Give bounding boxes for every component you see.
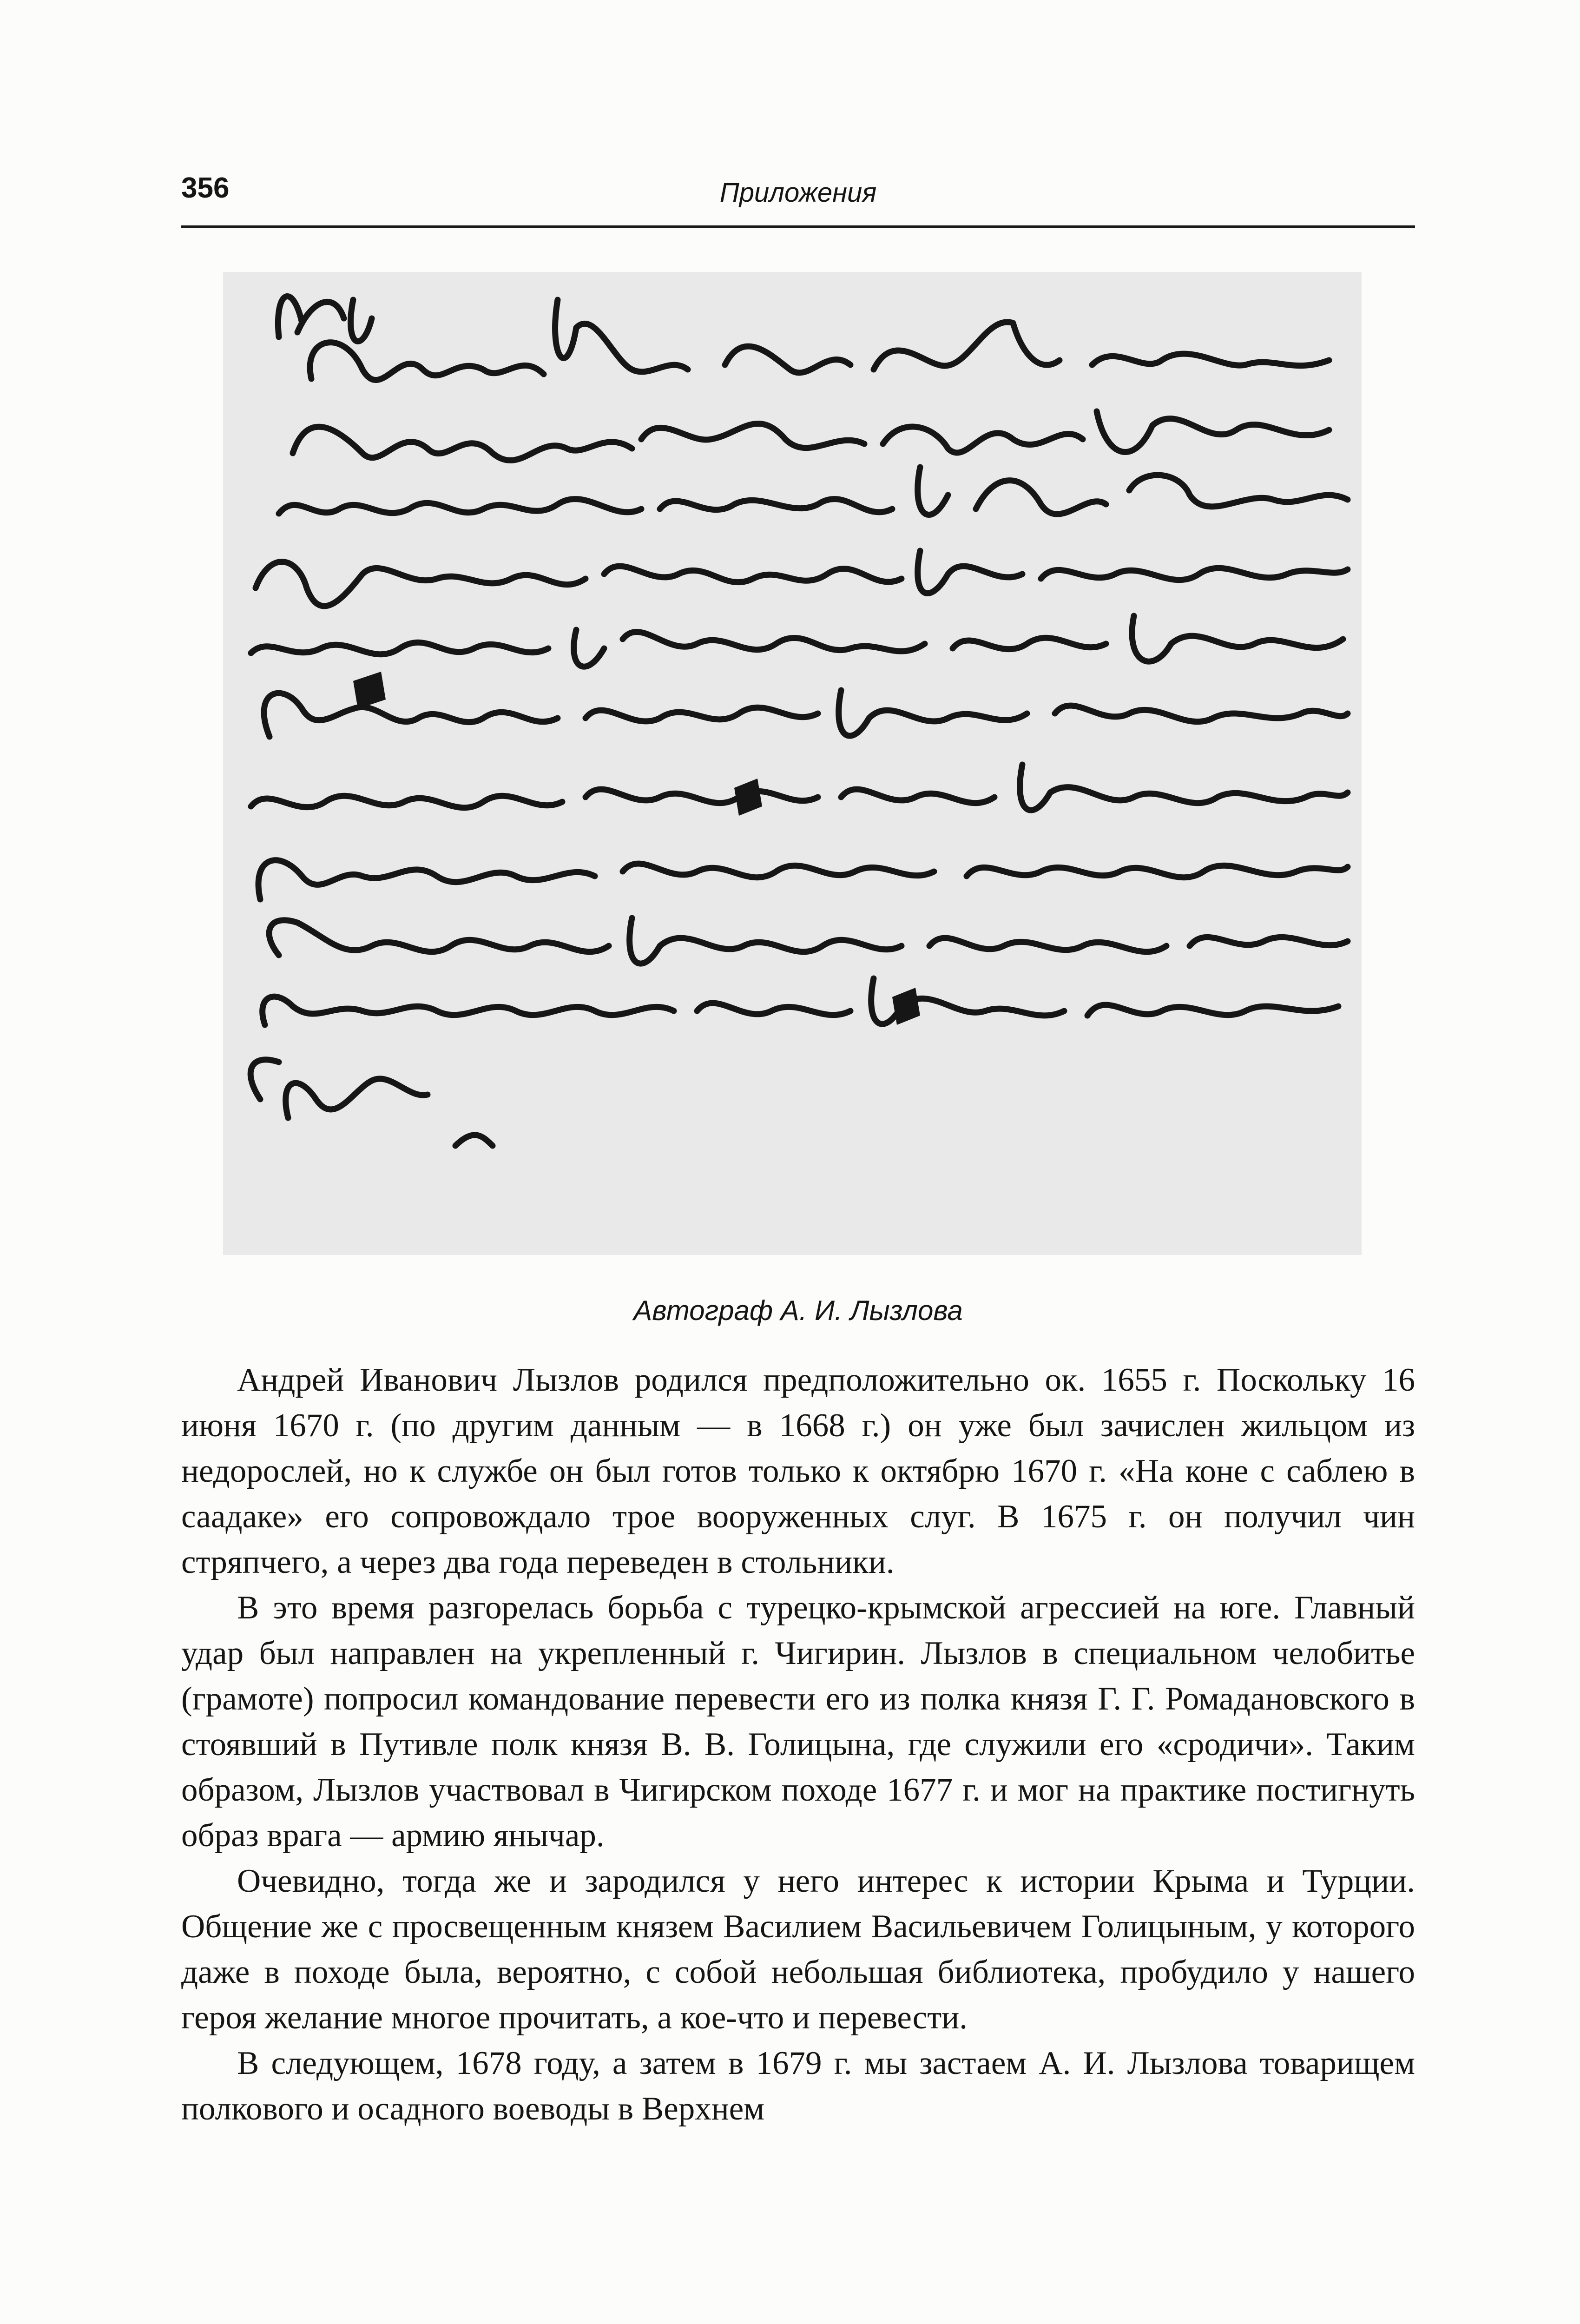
paragraph-1: Андрей Иванович Лызлов родился предположительно ок. 1655 г. Поскольку 16 июня 1670 г. (по другим данным — в 1668 г.) он уже был зачислен жильцом из недорослей, но к службе он был готов только к октябрю 1670 г. «На коне с саблею в саадаке» его сопровождало трое вооруженных слуг. В 1675 г. он получил чин стряпчего, а через два года переведен в стольники.	[181, 1362, 1415, 1580]
page-header	[181, 165, 1415, 228]
handwriting-illustration	[223, 272, 1362, 1255]
figure-caption: Автограф А. И. Лызлова	[633, 1295, 963, 1326]
paragraph-2: В это время разгорелась борьба с турецко-крымской агрессией на юге. Главный удар был направлен на укрепленный г. Чигирин. Лызлов в специальном челобитье (грамоте) попросил командование перевести его из полка князя Г. Г. Ромадановского в стоявший в Путивле полк князя В. В. Голицына, где служили его «сродичи». Таким образом, Лызлов участвовал в Чигирском походе 1677 г. и мог на практике постигнуть образ врага — армию янычар.	[181, 1590, 1415, 1854]
manuscript-facsimile-image	[223, 272, 1362, 1255]
paragraph-3: Очевидно, тогда же и зародился у него интерес к истории Крыма и Турции. Общение же с просвещенным князем Василием Васильевичем Голицыным, у которого даже в походе была, вероятно, с собой небольшая библиотека, пробудило у нашего героя желание многое прочитать, а кое-что и перевести.	[181, 1863, 1415, 2036]
paragraph-4: В следующем, 1678 году, а затем в 1679 г. мы застаем А. И. Лызлова товарищем полкового и осадного воеводы в Верхнем	[181, 2045, 1415, 2127]
body-text	[181, 1357, 1415, 2132]
page-number: 356	[181, 172, 230, 204]
running-title: Приложения	[719, 178, 877, 208]
